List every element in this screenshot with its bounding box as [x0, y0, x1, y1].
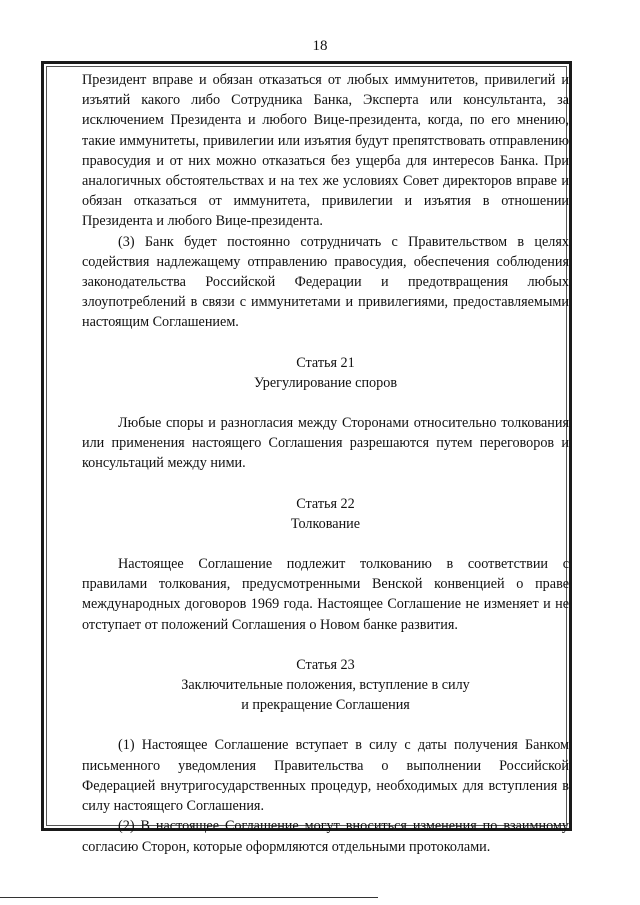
article-21-title: Урегулирование споров: [253, 374, 398, 391]
document-body: [82, 70, 569, 857]
article-23-title-line1: Заключительные положения, вступление в силу: [181, 677, 470, 694]
article-22-number: Статья 22: [296, 495, 355, 512]
article-23-number: Статья 23: [296, 656, 355, 673]
page-number: 18: [312, 38, 328, 54]
article-23-title-line2: и прекращение Соглашения: [241, 697, 410, 714]
paragraph-immunity-waiver: Президент вправе и обязан отказаться от любых иммунитетов, привилегий и изъятий какого либо Сотрудника Банка, Эксперта или консультанта, за исключением Президента и любого Вице-президента, когда, по его мнению, такие иммунитеты, привилегии или изъятия будут препятствовать отправлению правосудия и от них можно отказаться без ущерба для интересов Банка. При аналогичных обстоятельствах и на тех же условиях Совет директоров вправе и обязан отказаться от иммунитета, привилегии и изъятия в отношении Президента и любого Вице-президента.: [82, 72, 569, 230]
bottom-rule: [0, 897, 378, 898]
paragraph-entry-into-force: (1) Настоящее Соглашение вступает в силу с даты получения Банком письменного уведомления Правительства о выполнении Российской Федерацией внутригосударственных процедур, необходимых для вступления в силу настоящего Соглашения.: [82, 737, 569, 815]
article-21-number: Статья 21: [296, 354, 355, 371]
paragraph-amendments: (2) В настоящее Соглашение могут вноситься изменения по взаимному согласию Сторон, которые оформляются отдельными протоколами.: [82, 818, 569, 855]
paragraph-disputes: Любые споры и разногласия между Сторонами относительно толкования или применения настоящего Соглашения разрешаются путем переговоров и консультаций между ними.: [82, 415, 569, 472]
paragraph-interpretation: Настоящее Соглашение подлежит толкованию в соответствии с правилами толкования, предусмотренными Венской конвенцией о праве международных договоров 1969 года. Настоящее Соглашение не изменяет и не отступает от положений Соглашения о Новом банке развития.: [82, 556, 569, 633]
paragraph-cooperation: (3) Банк будет постоянно сотрудничать с Правительством в целях содействия надлежащему отправлению правосудия, обеспечения соблюдения законодательства Российской Федерации и предотвращения любых злоупотреблений в связи с иммунитетами и привилегиями, предоставляемыми настоящим Соглашением.: [82, 233, 569, 331]
article-22-title: Толкование: [290, 515, 361, 532]
